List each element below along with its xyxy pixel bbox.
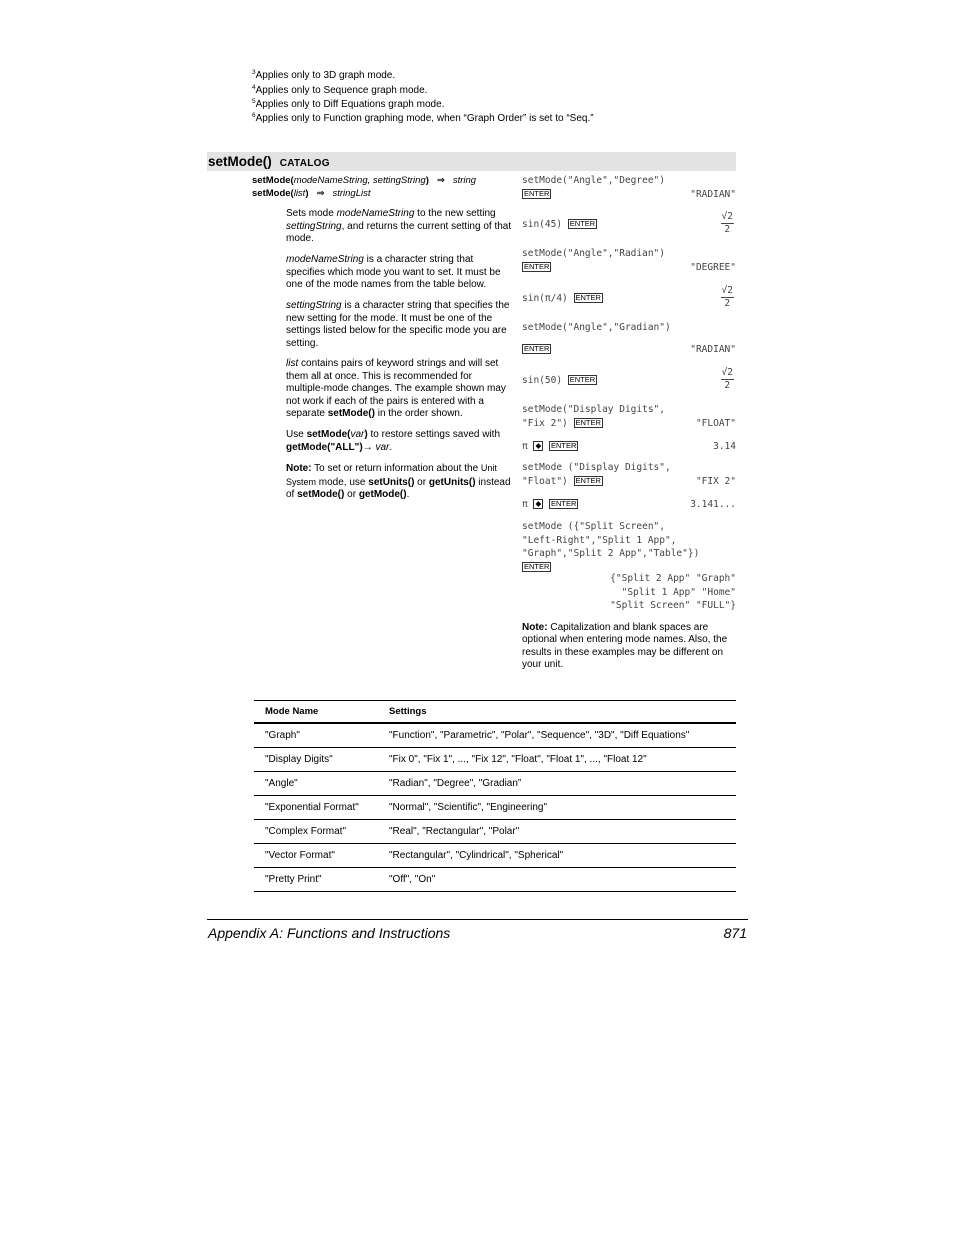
mode-settings-table — [254, 700, 736, 892]
example-2-input: sin(45) ENTER — [522, 219, 596, 230]
mode-name-cell: "Graph" — [254, 723, 378, 748]
settings-cell: "Off", "On" — [378, 868, 736, 892]
mode-name-cell: "Display Digits" — [254, 748, 378, 772]
enter-key: ENTER — [524, 188, 550, 198]
diamond-key: ◆ — [535, 441, 542, 450]
example-5-result: "RADIAN" — [690, 344, 736, 355]
example-9-input: setMode ("Display Digits", "Float") ENTER — [522, 462, 671, 487]
table-header-row — [254, 701, 736, 724]
example-10-input: π ◆ ENTER — [522, 499, 577, 510]
result-arrow: ⇒ — [436, 175, 445, 186]
table-row — [254, 820, 736, 844]
settings-cell: "Fix 0", "Fix 1", ..., "Fix 12", "Float", "Float 1", ..., "Float 12" — [378, 748, 736, 772]
result-arrow: ⇒ — [316, 188, 325, 199]
example-4-input: sin(π/4) ENTER — [522, 293, 601, 304]
example-3-result: "DEGREE" — [690, 262, 736, 273]
example-1-input: setMode("Angle","Degree") ENTER — [522, 175, 665, 198]
table-row — [254, 796, 736, 820]
example-1-result: "RADIAN" — [690, 189, 736, 200]
example-3-input: setMode("Angle","Radian") ENTER — [522, 248, 665, 271]
table-row — [254, 723, 736, 748]
example-4-result: $\frac{√2}{2}$ — [721, 285, 733, 309]
description-paragraph-3: settingString is a character string that specifies the new setting for the mode. It must be one of the settings listed below for the specific mode you are setting. — [286, 300, 510, 349]
example-10-result: 3.141... — [690, 499, 736, 510]
example-9-result: "FIX 2" — [695, 476, 736, 487]
table-row — [254, 748, 736, 772]
description-paragraph-5: Use setMode(var) to restore settings saved with getMode("ALL")→ var. — [286, 429, 501, 453]
footnote-3: $^3$Applies only to 3D graph mode. — [252, 69, 396, 81]
footer-chapter-title: Appendix A: Functions and Instructions — [208, 925, 451, 941]
example-8-input: π ◆ ENTER — [522, 441, 577, 452]
category-label: CATALOG — [279, 158, 330, 169]
syntax-line-2: setMode(list) ⇒ stringList — [252, 188, 371, 199]
diamond-key: ◆ — [535, 499, 542, 508]
page-number: 871 — [723, 925, 747, 941]
footnote-6: $^6$Applies only to Function graphing mode, when “Graph Order” is set to “Seq.” — [252, 112, 594, 124]
mode-name-cell: "Exponential Format" — [254, 796, 378, 820]
mode-name-cell: "Complex Format" — [254, 820, 378, 844]
settings-cell: "Normal", "Scientific", "Engineering" — [378, 796, 736, 820]
enter-key: ENTER — [550, 499, 577, 508]
example-11-input: setMode ({"Split Screen", "Left-Right","Split 1 App", "Graph","Split 2 App","Table"}) ENTER — [522, 521, 700, 571]
column-header: Mode Name — [254, 701, 378, 724]
enter-key: ENTER — [569, 219, 596, 228]
description-paragraph-2: modeNameString is a character string that specifies which mode you want to set. It must be one of the mode names from the table below. — [286, 254, 501, 290]
settings-cell: "Real", "Rectangular", "Polar" — [378, 820, 736, 844]
example-5-key — [522, 343, 551, 357]
table-row — [254, 844, 736, 868]
example-7-input: setMode("Display Digits", "Fix 2") ENTER — [522, 404, 665, 429]
enter-key: ENTER — [550, 441, 577, 450]
description-paragraph-1: Sets mode modeNameString to the new setting settingString, and returns the current setting of that mode. — [286, 208, 512, 244]
enter-key: ENTER — [575, 417, 601, 427]
enter-key: ENTER — [575, 293, 601, 302]
example-6-result: $\frac{√2}{2}$ — [721, 367, 733, 391]
example-7-result: "FLOAT" — [695, 418, 736, 429]
enter-key: ENTER — [524, 344, 550, 353]
column-header: Settings — [378, 701, 736, 724]
mode-name-cell: "Vector Format" — [254, 844, 378, 868]
table-row — [254, 772, 736, 796]
settings-cell: "Function", "Parametric", "Polar", "Sequence", "3D", "Diff Equations" — [378, 723, 736, 748]
enter-key: ENTER — [524, 561, 550, 571]
enter-key: ENTER — [569, 375, 596, 384]
enter-key: ENTER — [575, 475, 601, 485]
example-11-result: {"Split 2 App" "Graph" "Split 1 App" "Home" "Split Screen" "FULL"} — [610, 573, 736, 611]
example-note: Note: Capitalization and blank spaces are optional when entering mode names. Also, the results in these examples may be different on your unit. — [522, 622, 728, 670]
example-2-result: $\frac{√2}{2}$ — [721, 211, 733, 235]
settings-cell: "Radian", "Degree", "Gradian” — [378, 772, 736, 796]
footnote-4: $^4$Applies only to Sequence graph mode. — [252, 84, 428, 96]
mode-name-cell: "Pretty Print" — [254, 868, 378, 892]
table-row — [254, 868, 736, 892]
mode-name-cell: "Angle" — [254, 772, 378, 796]
example-6-input: sin(50) ENTER — [522, 375, 596, 386]
settings-cell: "Rectangular", "Cylindrical", "Spherical" — [378, 844, 736, 868]
example-8-result: 3.14 — [713, 441, 736, 452]
description-note: Note: To set or return information about the Unit System mode, use setUnits() or getUnits() instead of setMode() or getMode(). — [286, 463, 511, 500]
footnote-5: $^5$Applies only to Diff Equations graph mode. — [252, 98, 445, 110]
example-5-input: setMode("Angle","Gradian") — [522, 322, 671, 333]
section-title: setMode() CATALOG — [208, 154, 330, 169]
enter-key: ENTER — [524, 261, 550, 271]
syntax-line-1: setMode(modeNameString, settingString) ⇒ string — [252, 175, 477, 186]
description-paragraph-4: list contains pairs of keyword strings and will set them all at once. This is recommended for multiple-mode changes. The example shown may not work if each of the pairs is entered with a separate setMode() in the order shown. — [286, 358, 506, 419]
footer-divider — [207, 919, 748, 920]
